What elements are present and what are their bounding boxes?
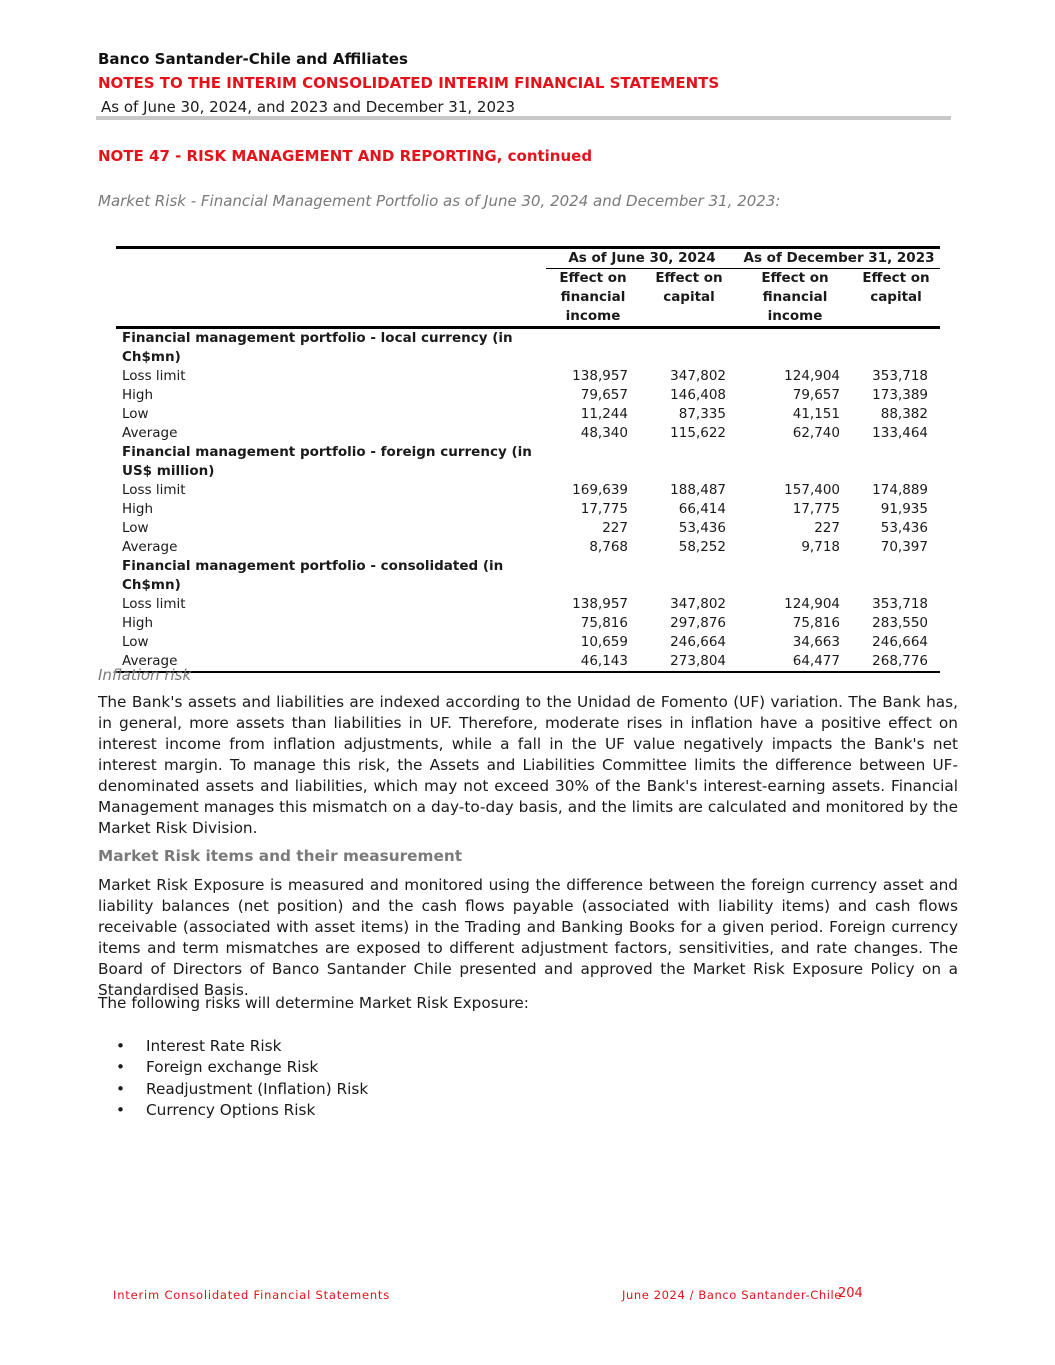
table-cell: 58,252 <box>678 539 726 555</box>
row-label: Low <box>122 634 149 650</box>
table-cell: 79,657 <box>580 387 628 403</box>
page-number: 204 <box>838 1286 863 1301</box>
market-risk-heading: Market Risk items and their measurement <box>98 847 463 865</box>
column-header: Effect on financial income <box>761 270 829 324</box>
table-row <box>116 481 940 500</box>
table-cell: 188,487 <box>670 482 726 498</box>
list-item: • Currency Options Risk <box>98 1100 368 1121</box>
table-row <box>116 538 940 557</box>
bullet-icon: • <box>116 1058 126 1077</box>
row-label: Average <box>122 539 178 555</box>
table-row <box>116 500 940 519</box>
table-cell: 124,904 <box>784 368 840 384</box>
table-cell: 17,775 <box>580 501 628 517</box>
group-header-jun-2024: As of June 30, 2024 <box>546 248 738 269</box>
footer-date: June 2024 / Banco Santander-Chile <box>622 1288 842 1302</box>
market-risk-paragraph: Market Risk Exposure is measured and monitored using the difference between the foreign currency asset and liability balances (net position) and the cash flows payable (associated with liability items) and cash flows receivable (associated with asset items) in the Trading and Banking Books for a given period. Foreign currency items and term mismatches are exposed to different adjustment factors, sensitivities, and rate changes. The Board of Directors of Banco Santander Chile presented and approved the Market Risk Exposure Policy on a Standardised Basis. <box>98 876 958 999</box>
table-cell: 88,382 <box>880 406 928 422</box>
table-caption: Market Risk - Financial Management Portfolio as of June 30, 2024 and December 31, 2023: <box>98 192 781 210</box>
table-row <box>116 405 940 424</box>
table-cell: 41,151 <box>792 406 840 422</box>
list-item: • Readjustment (Inflation) Risk <box>98 1079 368 1100</box>
section-title: Financial management portfolio - consolidated (in Ch$mn) <box>122 558 504 593</box>
table-row <box>116 652 940 672</box>
list-item: • Foreign exchange Risk <box>98 1057 368 1078</box>
table-row <box>116 386 940 405</box>
header-divider <box>96 116 951 120</box>
table-cell: 246,664 <box>872 634 928 650</box>
section-title: Financial management portfolio - foreign currency (in US$ million) <box>122 444 532 479</box>
table-cell: 75,816 <box>792 615 840 631</box>
row-label: Loss limit <box>122 482 186 498</box>
table-cell: 227 <box>602 520 628 536</box>
row-label: Average <box>122 425 178 441</box>
list-item: • Interest Rate Risk <box>98 1036 368 1057</box>
table-cell: 17,775 <box>792 501 840 517</box>
row-label: High <box>122 387 154 403</box>
table-cell: 246,664 <box>670 634 726 650</box>
table-row <box>116 614 940 633</box>
table-cell: 91,935 <box>880 501 928 517</box>
table-cell: 8,768 <box>589 539 628 555</box>
bullet-icon: • <box>116 1100 126 1119</box>
table-cell: 124,904 <box>784 596 840 612</box>
table-cell: 9,718 <box>801 539 840 555</box>
table-cell: 169,639 <box>572 482 628 498</box>
section-header-row <box>116 557 940 595</box>
notes-title: NOTES TO THE INTERIM CONSOLIDATED INTERIM FINANCIAL STATEMENTS <box>98 74 720 92</box>
table-cell: 146,408 <box>670 387 726 403</box>
row-label: Loss limit <box>122 368 186 384</box>
table-row <box>116 424 940 443</box>
table-cell: 174,889 <box>872 482 928 498</box>
note-title: NOTE 47 - RISK MANAGEMENT AND REPORTING, continued <box>98 147 593 165</box>
section-header-row <box>116 443 940 481</box>
row-label: Loss limit <box>122 596 186 612</box>
table-row <box>116 519 940 538</box>
table-cell: 138,957 <box>572 596 628 612</box>
row-label: Low <box>122 520 149 536</box>
company-name: Banco Santander-Chile and Affiliates <box>98 50 408 68</box>
table-cell: 133,464 <box>872 425 928 441</box>
risks-intro: The following risks will determine Market Risk Exposure: <box>98 994 529 1012</box>
bullet-icon: • <box>116 1037 126 1055</box>
bullet-icon: • <box>116 1079 126 1098</box>
table-cell: 138,957 <box>572 368 628 384</box>
table-row <box>116 633 940 652</box>
column-header: Effect on capital <box>862 270 930 305</box>
table-cell: 46,143 <box>580 653 628 669</box>
footer-title: Interim Consolidated Financial Statements <box>113 1288 391 1302</box>
inflation-paragraph: The Bank's assets and liabilities are indexed according to the Unidad de Fomento (UF) variation. The Bank has, in general, more assets than liabilities in UF. Therefore, moderate rises in inflation have a positive effect on interest income from inflation adjustments, while a fall in the UF value negatively impacts the Bank's net interest margin. To manage this risk, the Assets and Liabilities Committee limits the difference between UF-denominated assets and liabilities, which may not exceed 30% of the Bank's interest-earning assets. Financial Management manages this mismatch on a day-to-day basis, and the limits are calculated and monitored by the Market Risk Division. <box>98 693 958 837</box>
table-cell: 115,622 <box>670 425 726 441</box>
group-header-dec-2023: As of December 31, 2023 <box>738 248 940 269</box>
column-header: Effect on capital <box>655 270 723 305</box>
table-cell: 53,436 <box>678 520 726 536</box>
as-of-date: As of June 30, 2024, and 2023 and December 31, 2023 <box>101 98 516 116</box>
row-label: Low <box>122 406 149 422</box>
table-cell: 273,804 <box>670 653 726 669</box>
table-cell: 34,663 <box>792 634 840 650</box>
table-cell: 353,718 <box>872 368 928 384</box>
table-body <box>116 328 940 673</box>
table-cell: 297,876 <box>670 615 726 631</box>
table-cell: 75,816 <box>580 615 628 631</box>
table-cell: 268,776 <box>872 653 928 669</box>
market-risk-table <box>116 246 940 673</box>
table-cell: 227 <box>814 520 840 536</box>
table-cell: 53,436 <box>880 520 928 536</box>
table-cell: 62,740 <box>792 425 840 441</box>
table-cell: 79,657 <box>792 387 840 403</box>
row-label: High <box>122 501 154 517</box>
risk-list <box>98 1036 368 1121</box>
table-cell: 347,802 <box>670 368 726 384</box>
row-label: Average <box>122 653 178 669</box>
table-cell: 64,477 <box>792 653 840 669</box>
inflation-risk-label: Inflation risk <box>98 666 192 684</box>
table-cell: 70,397 <box>880 539 928 555</box>
section-header-row <box>116 328 940 368</box>
table-row <box>116 595 940 614</box>
table-cell: 10,659 <box>580 634 628 650</box>
table-cell: 347,802 <box>670 596 726 612</box>
table-row <box>116 367 940 386</box>
table-cell: 353,718 <box>872 596 928 612</box>
table-cell: 157,400 <box>784 482 840 498</box>
table-cell: 283,550 <box>872 615 928 631</box>
table-cell: 173,389 <box>872 387 928 403</box>
table-cell: 11,244 <box>580 406 628 422</box>
column-header: Effect on financial income <box>559 270 627 324</box>
table-cell: 87,335 <box>678 406 726 422</box>
row-label: High <box>122 615 154 631</box>
table-cell: 48,340 <box>580 425 628 441</box>
section-title: Financial management portfolio - local currency (in Ch$mn) <box>122 330 513 365</box>
table-cell: 66,414 <box>678 501 726 517</box>
